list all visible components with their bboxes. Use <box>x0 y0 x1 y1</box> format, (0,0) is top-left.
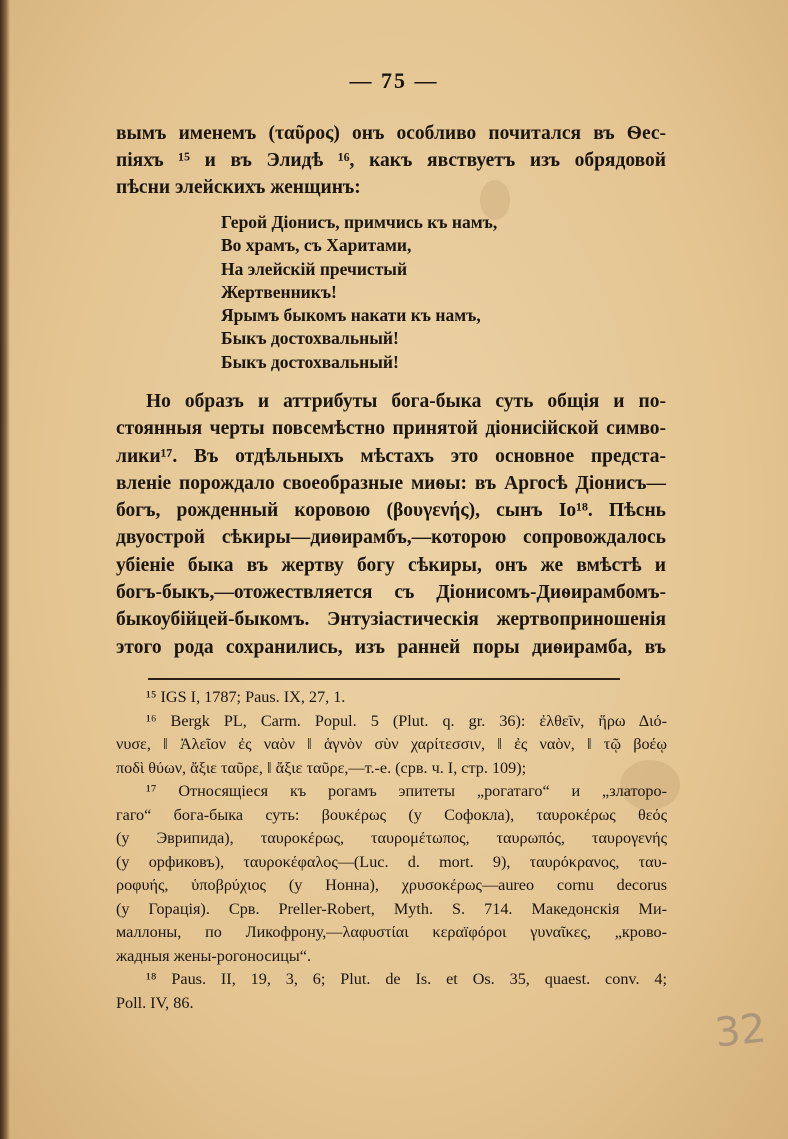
paragraph-1 <box>116 120 666 201</box>
page-number: — 75 — <box>349 68 439 93</box>
footnote-line: νυσε, ‖ Ἀλεῖον ἐς ναὸν ‖ ἁγνὸν σὺν χαρίτεσσιν, ‖ ἐς ναὸν, ‖ τῷ βοέῳ <box>116 735 667 753</box>
poem-line: Быкъ достохвальный! <box>221 328 399 349</box>
poem-line: Ярымъ быкомъ накати къ намъ, <box>221 305 481 326</box>
footnote-line: ποδὶ θύων, ἄξιε ταῦρε, ‖ ἄξιε ταῦρε,—т.-е. (срв. ч. I, стр. 109); <box>116 758 527 777</box>
text-line: лики¹⁷. Въ отдѣльныхъ мѣстахъ это основное предста- <box>116 445 666 467</box>
paragraph-2 <box>116 388 666 661</box>
footnote-line: (у Горація). Срв. Preller-Robert, Myth. S. 714. Македонскія Ми- <box>116 899 667 918</box>
footnote-16 <box>116 710 667 781</box>
poem-verse <box>221 211 551 374</box>
handwritten-page-mark: 32 <box>712 1005 769 1057</box>
poem-line: Быкъ достохвальный! <box>221 351 399 372</box>
text-line: богъ-быкъ,—отожествляется съ Діонисомъ-Диѳирамбомъ- <box>116 582 666 604</box>
footnote-17 <box>116 780 667 968</box>
footnote-line: жадныя жены-рогоносицы“. <box>116 946 312 965</box>
text-line: пѣсни элейскихъ женщинъ: <box>116 177 361 198</box>
text-line: богъ, рожденный коровою (βουγενής), сынъ Іо¹⁸. Пѣснь <box>116 500 666 522</box>
footnotes <box>116 686 667 1015</box>
footnote-line: ¹⁸ Paus. II, 19, 3, 6; Plut. de Is. et Os. 35, quaest. conv. 4; <box>146 970 667 988</box>
footnote-line: ¹⁷ Относящіеся къ рогамъ эпитеты „рогатаго“ и „златоро- <box>146 782 667 800</box>
footnote-line: (у Эврипида), ταυροκέρως, ταυρομέτωπος, ταυρωπός, ταυρογενής <box>116 829 667 847</box>
text-line: Но образъ и аттрибуты бога-быка суть общія и по- <box>146 391 666 412</box>
text-line: вымъ именемъ (ταῦρος) онъ особливо почитался въ Ѳес- <box>116 123 666 144</box>
footnote-18 <box>116 968 667 1015</box>
text-line: двуострой сѣкиры—диѳирамбъ,—которою сопровождалось <box>116 527 666 549</box>
text-line: вленіе порождало своеобразные миѳы: въ Аргосѣ Діонисъ— <box>116 472 666 494</box>
footnote-line: ¹⁶ Bergk PL, Carm. Popul. 5 (Plut. q. gr. 36): ἐλθεῖν, ἥρω Διό- <box>146 711 667 730</box>
footnote-line: ¹⁵ IGS I, 1787; Paus. IX, 27, 1. <box>146 688 346 706</box>
footnote-15 <box>116 686 667 710</box>
text-line: этого рода сохранились, изъ ранней поры диѳирамба, въ <box>116 636 666 658</box>
footnote-line: гаго“ бога-быка суть: βουκέρως (у Софокла), ταυροκέρως θεός <box>116 805 667 824</box>
poem-line: Во храмъ, съ Харитами, <box>221 235 412 256</box>
footnote-divider <box>148 678 620 680</box>
text-line: піяхъ ¹⁵ и въ Элидѣ ¹⁶, какъ явствуетъ изъ обрядовой <box>116 150 666 171</box>
text-line: убіеніе быка въ жертву богу сѣкиры, онъ же вмѣстѣ и <box>116 554 666 576</box>
text-line: стоянныя черты повсемѣстно принятой діонисійской симво- <box>116 418 666 440</box>
footnote-line: Poll. IV, 86. <box>116 993 194 1012</box>
poem-line: На элейскій пречистый <box>221 258 408 279</box>
footnote-line: маллоны, по Ликофрону,—λαφυστίαι κεραïφόροι γυναῖκες, „крово- <box>116 923 667 941</box>
text-line: быкоубійцей-быкомъ. Энтузіастическія жертвоприношенія <box>116 609 666 631</box>
binding-edge <box>0 0 10 1139</box>
footnote-line: (у орфиковъ), ταυροκέφαλος—(Luc. d. mort. 9), ταυρόκρανος, ταυ- <box>116 852 667 871</box>
poem-line: Жертвенникъ! <box>221 281 337 302</box>
poem-line: Герой Діонисъ, примчись къ намъ, <box>221 212 498 232</box>
footnote-line: ροφυής, ὑποβρύχιος (у Нонна), χρυσοκέρως—aureo cornu decorus <box>116 876 667 894</box>
